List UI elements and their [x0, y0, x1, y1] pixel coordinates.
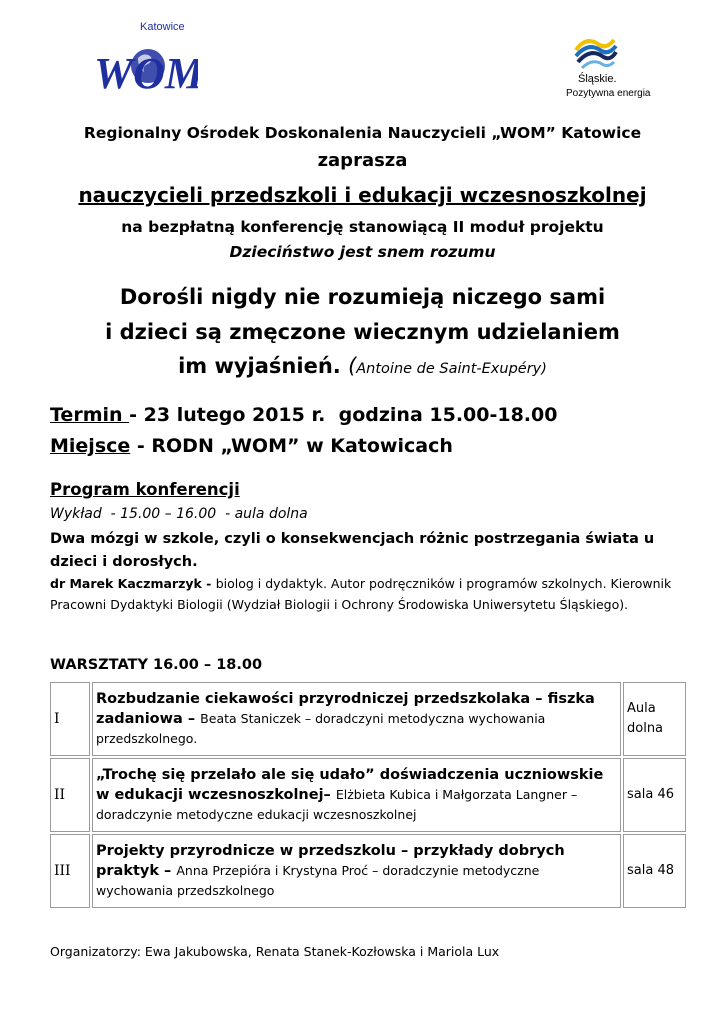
table-row — [50, 682, 686, 756]
slaskie-name: Śląskie. — [578, 73, 617, 85]
date-label: Termin — [50, 404, 130, 426]
speaker-name: dr Marek Kaczmarzyk - — [50, 576, 216, 591]
quote-line-3 — [0, 354, 725, 378]
project-name: Dzieciństwo jest snem rozumu — [229, 243, 496, 261]
quote-line-2: i dzieci są zmęczone wiecznym udzielaniem — [105, 320, 620, 344]
workshop-room: sala 46 — [623, 758, 686, 832]
organizers-footer: Organizatorzy: Ewa Jakubowska, Renata Stanek-Kozłowska i Mariola Lux — [50, 944, 500, 959]
speaker-info — [50, 573, 680, 615]
workshop-presenters: Anna Przepióra i Krystyna Proć – doradczynie metodyczne wychowania przedszkolnego — [96, 863, 540, 898]
date-line — [50, 404, 557, 426]
workshop-room: sala 48 — [623, 834, 686, 908]
workshop-number: II — [50, 758, 90, 832]
workshop-description — [92, 682, 621, 756]
wom-logo-city: Katowice — [140, 21, 185, 33]
lecture-time: Wykład - 15.00 – 16.00 - aula dolna — [50, 506, 308, 522]
workshop-presenters: Beata Staniczek – doradczyni metodyczna wychowania przedszkolnego. — [96, 711, 546, 746]
quote-line-1: Dorośli nigdy nie rozumieją niczego sami — [119, 285, 606, 309]
audience-heading: nauczycieli przedszkoli i edukacji wczesnoszkolnej — [78, 183, 647, 207]
workshops-title: WARSZTATY 16.00 – 18.00 — [50, 657, 263, 673]
place-label: Miejsce — [50, 435, 131, 457]
slaskie-waves-icon — [576, 40, 616, 68]
workshop-number: I — [50, 682, 90, 756]
wom-logo-letters: WOM — [94, 49, 198, 94]
wom-logo — [92, 14, 198, 94]
program-title: Program konferencji — [50, 480, 240, 499]
lecture-title: Dwa mózgi w szkole, czyli o konsekwencjach różnic postrzegania świata u dzieci i dorosłych. — [50, 531, 655, 570]
slaskie-logo — [566, 22, 656, 100]
workshop-description — [92, 834, 621, 908]
table-row — [50, 834, 686, 908]
workshop-title: Projekty przyrodnicze w przedszkolu – przykłady dobrych praktyk – — [96, 843, 565, 879]
table-row — [50, 758, 686, 832]
place-value: - RODN „WOM” w Katowicach — [130, 435, 453, 457]
conference-intro: na bezpłatną konferencję stanowiącą II moduł projektu — [121, 218, 604, 236]
quote-paren: ( — [348, 354, 357, 378]
workshop-description — [92, 758, 621, 832]
workshop-room: Aula dolna — [623, 682, 686, 756]
quote-line-3-text: im wyjaśnień. — [178, 354, 341, 378]
quote-author: Antoine de Saint-Exupéry) — [356, 361, 547, 377]
invites-text: zaprasza — [317, 150, 408, 171]
workshop-title: „Trochę się przelało ale się udało” doświadczenia uczniowskie w edukacji wczesnoszkolnej– — [96, 767, 604, 803]
workshop-presenters: Elżbieta Kubica i Małgorzata Langner – doradczynie metodyczne edukacji wczesnoszkolnej — [96, 787, 578, 822]
speaker-bio: biolog i dydaktyk. Autor podręczników i programów szkolnych. Kierownik Pracowni Dydaktyki Biologii (Wydział Biologii i Ochrony Środowiska Uniwersytetu Śląskiego). — [50, 576, 672, 612]
workshop-title: Rozbudzanie ciekawości przyrodniczej przedszkolaka – fiszka zadaniowa – — [96, 691, 595, 727]
workshops-table — [48, 680, 688, 910]
place-line — [50, 435, 453, 457]
date-value: - 23 lutego 2015 r. godzina 15.00-18.00 — [129, 404, 558, 426]
slaskie-tagline: Pozytywna energia — [566, 88, 651, 99]
workshop-number: III — [50, 834, 90, 908]
organizer-heading: Regionalny Ośrodek Doskonalenia Nauczycieli „WOM” Katowice — [83, 124, 642, 142]
